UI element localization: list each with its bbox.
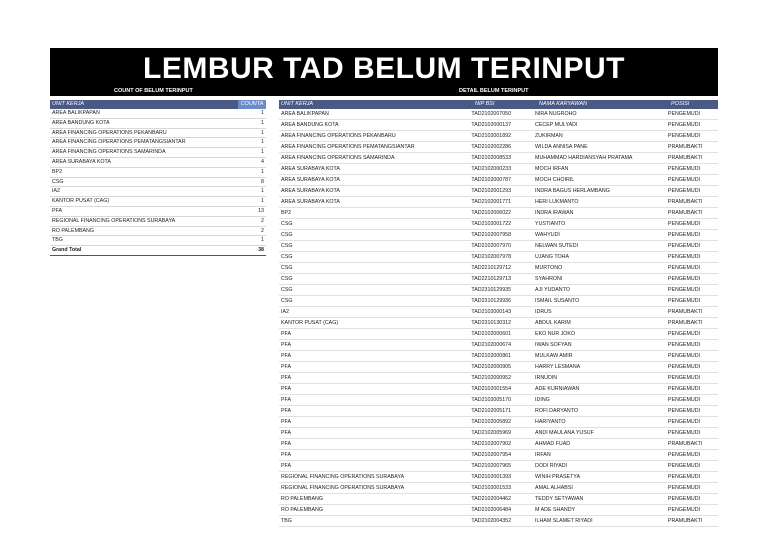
detail-row xyxy=(279,340,718,351)
detail-row xyxy=(279,120,718,131)
detail-name: SYAHRONI xyxy=(533,274,666,285)
detail-nip: TAD2102007965 xyxy=(469,461,533,472)
detail-name: IRFAN xyxy=(533,450,666,461)
detail-name: ANDI MAULANA YUSUF xyxy=(533,428,666,439)
detail-row xyxy=(279,219,718,230)
detail-unit: CSG xyxy=(279,241,469,252)
detail-name: HERI LUKMANTO xyxy=(533,197,666,208)
detail-unit: REGIONAL FINANCING OPERATIONS SURABAYA xyxy=(279,483,469,494)
detail-nip: TAD2102000601 xyxy=(469,329,533,340)
detail-row xyxy=(279,285,718,296)
detail-row xyxy=(279,131,718,142)
detail-name: WAHYUDI xyxy=(533,230,666,241)
detail-name: AJI YUDANTO xyxy=(533,285,666,296)
detail-name: NIRA NUGROHO xyxy=(533,109,666,120)
summary-unit: KANTOR PUSAT (CAG) xyxy=(50,197,238,207)
summary-unit: AREA BALIKPAPAN xyxy=(50,109,238,118)
detail-nip: TAD2102005892 xyxy=(469,417,533,428)
detail-row xyxy=(279,505,718,516)
detail-row xyxy=(279,318,718,329)
title-banner xyxy=(50,48,718,86)
detail-nip: TAD2310129936 xyxy=(469,296,533,307)
detail-nip: TAD2102007902 xyxy=(469,439,533,450)
detail-unit: CSG xyxy=(279,285,469,296)
detail-position: PENGEMUDI xyxy=(666,219,718,230)
detail-row xyxy=(279,197,718,208)
summary-count-header: COUNTA xyxy=(238,100,266,109)
summary-count: 1 xyxy=(238,197,266,207)
detail-position: PENGEMUDI xyxy=(666,296,718,307)
summary-count: 1 xyxy=(238,148,266,158)
detail-name: UJANG TOHA xyxy=(533,252,666,263)
detail-position: PENGEMUDI xyxy=(666,450,718,461)
detail-name: AMAL ALHABSI xyxy=(533,483,666,494)
detail-row xyxy=(279,252,718,263)
detail-name: ZUKIRMAN xyxy=(533,131,666,142)
summary-row xyxy=(50,236,266,246)
summary-row xyxy=(50,128,266,138)
detail-row xyxy=(279,472,718,483)
detail-row xyxy=(279,296,718,307)
detail-nip: TAD2102000233 xyxy=(469,164,533,175)
detail-nip: TAD2210129712 xyxy=(469,263,533,274)
summary-row xyxy=(50,167,266,177)
summary-unit: AREA SURABAYA KOTA xyxy=(50,157,238,167)
summary-unit-header: UNIT KERJA xyxy=(52,101,85,107)
summary-count: 1 xyxy=(238,187,266,197)
detail-unit: PFA xyxy=(279,395,469,406)
detail-position: PRAMUBAKTI xyxy=(666,439,718,450)
detail-nip: TAD2102000674 xyxy=(469,340,533,351)
detail-unit: AREA BALIKPAPAN xyxy=(279,109,469,120)
detail-row xyxy=(279,274,718,285)
detail-row xyxy=(279,406,718,417)
detail-unit: IA2 xyxy=(279,307,469,318)
summary-unit: REGIONAL FINANCING OPERATIONS SURABAYA xyxy=(50,216,238,226)
detail-position: PRAMUBAKTI xyxy=(666,197,718,208)
detail-row xyxy=(279,384,718,395)
detail-row xyxy=(279,428,718,439)
summary-row xyxy=(50,109,266,118)
detail-position: PENGEMUDI xyxy=(666,406,718,417)
summary-unit: RO PALEMBANG xyxy=(50,226,238,236)
summary-unit: AREA BANDUNG KOTA xyxy=(50,118,238,128)
detail-unit: RO PALEMBANG xyxy=(279,494,469,505)
detail-name: MOCH IRFAN xyxy=(533,164,666,175)
detail-name: ISMAIL SUSANTO xyxy=(533,296,666,307)
detail-header xyxy=(279,100,718,109)
detail-position: PENGEMUDI xyxy=(666,340,718,351)
detail-position: PRAMUBAKTI xyxy=(666,142,718,153)
detail-unit: RO PALEMBANG xyxy=(279,505,469,516)
detail-nip: TAD2102007954 xyxy=(469,450,533,461)
detail-position: PENGEMUDI xyxy=(666,494,718,505)
detail-row xyxy=(279,186,718,197)
summary-unit: AREA FINANCING OPERATIONS PEKANBARU xyxy=(50,128,238,138)
detail-name: INDRA IRAWAN xyxy=(533,208,666,219)
detail-unit: PFA xyxy=(279,439,469,450)
detail-unit: PFA xyxy=(279,362,469,373)
grand-total-label: Grand Total xyxy=(50,246,238,256)
detail-nip: TAD2102000787 xyxy=(469,175,533,186)
grand-total-count: 38 xyxy=(238,246,266,256)
detail-unit: CSG xyxy=(279,252,469,263)
detail-name: EKO NUR JOKO xyxy=(533,329,666,340)
detail-nip: TAD2102001892 xyxy=(469,131,533,142)
detail-unit: PFA xyxy=(279,340,469,351)
detail-nip: TAD2310130312 xyxy=(469,318,533,329)
detail-row xyxy=(279,153,718,164)
detail-nip: TAD2102006022 xyxy=(469,208,533,219)
detail-row xyxy=(279,439,718,450)
detail-position: PENGEMUDI xyxy=(666,417,718,428)
detail-position: PENGEMUDI xyxy=(666,274,718,285)
summary-count: 1 xyxy=(238,167,266,177)
detail-unit: AREA FINANCING OPERATIONS PEMATANGSIANTAR xyxy=(279,142,469,153)
summary-table xyxy=(50,109,266,256)
summary-count: 1 xyxy=(238,118,266,128)
detail-position: PENGEMUDI xyxy=(666,505,718,516)
detail-nip-header: NIP BSI xyxy=(475,101,495,107)
summary-row xyxy=(50,187,266,197)
summary-row xyxy=(50,226,266,236)
summary-row xyxy=(50,157,266,167)
summary-count: 1 xyxy=(238,138,266,148)
detail-unit: PFA xyxy=(279,384,469,395)
detail-position: PENGEMUDI xyxy=(666,109,718,120)
detail-nip: TAD2102007050 xyxy=(469,109,533,120)
detail-name: MULKAW AMIR xyxy=(533,351,666,362)
report-sheet xyxy=(50,48,718,524)
detail-position: PRAMUBAKTI xyxy=(666,208,718,219)
detail-position: PENGEMUDI xyxy=(666,461,718,472)
detail-name: IDING xyxy=(533,395,666,406)
detail-row xyxy=(279,351,718,362)
detail-row xyxy=(279,307,718,318)
detail-position: PENGEMUDI xyxy=(666,285,718,296)
summary-unit: AREA FINANCING OPERATIONS PEMATANGSIANTAR xyxy=(50,138,238,148)
detail-name: IWAN SOFYAN xyxy=(533,340,666,351)
detail-position: PENGEMUDI xyxy=(666,373,718,384)
summary-unit: CSG xyxy=(50,177,238,187)
detail-nip: TAD2102007958 xyxy=(469,230,533,241)
detail-nip: TAD2102000137 xyxy=(469,120,533,131)
detail-name: IDRUS xyxy=(533,307,666,318)
detail-row xyxy=(279,494,718,505)
detail-position: PENGEMUDI xyxy=(666,395,718,406)
detail-row xyxy=(279,395,718,406)
detail-nip: TAD2102004352 xyxy=(469,516,533,527)
detail-name: WINIH PRASETYA xyxy=(533,472,666,483)
detail-name: AHMAD FUAD xyxy=(533,439,666,450)
detail-unit: PFA xyxy=(279,428,469,439)
detail-name: ABDUL KARIM xyxy=(533,318,666,329)
detail-unit: BP2 xyxy=(279,208,469,219)
detail-row xyxy=(279,175,718,186)
detail-nip: TAD2210129713 xyxy=(469,274,533,285)
detail-position: PENGEMUDI xyxy=(666,175,718,186)
detail-unit: PFA xyxy=(279,329,469,340)
detail-nip: TAD2102001722 xyxy=(469,219,533,230)
detail-row xyxy=(279,241,718,252)
detail-row xyxy=(279,516,718,527)
detail-unit: CSG xyxy=(279,230,469,241)
summary-count: 4 xyxy=(238,157,266,167)
detail-unit: PFA xyxy=(279,450,469,461)
detail-name: MURTONO xyxy=(533,263,666,274)
detail-position: PENGEMUDI xyxy=(666,186,718,197)
summary-unit: IA2 xyxy=(50,187,238,197)
detail-row xyxy=(279,164,718,175)
detail-position: PRAMUBAKTI xyxy=(666,153,718,164)
detail-name: INDRA BAGUS HERLAMBANG xyxy=(533,186,666,197)
detail-unit: CSG xyxy=(279,219,469,230)
detail-name: MOCH CHOIRIL xyxy=(533,175,666,186)
detail-position: PENGEMUDI xyxy=(666,263,718,274)
detail-position-header: POSISI xyxy=(671,101,690,107)
detail-caption: DETAIL BELUM TERINPUT xyxy=(459,88,529,94)
detail-nip: TAD2310129935 xyxy=(469,285,533,296)
summary-unit: PFA xyxy=(50,206,238,216)
detail-name-header: NAMA KARYAWAN xyxy=(539,101,587,107)
detail-nip: TAD2102005170 xyxy=(469,395,533,406)
detail-nip: TAD2102008533 xyxy=(469,153,533,164)
detail-position: PENGEMUDI xyxy=(666,483,718,494)
detail-unit: AREA BANDUNG KOTA xyxy=(279,120,469,131)
detail-name: M ADE SHANDY xyxy=(533,505,666,516)
summary-count: 1 xyxy=(238,109,266,118)
detail-unit: PFA xyxy=(279,373,469,384)
detail-name: CECEP MULYADI xyxy=(533,120,666,131)
detail-name: ILHAM SLAMET RIYADI xyxy=(533,516,666,527)
detail-row xyxy=(279,373,718,384)
detail-unit: KANTOR PUSAT (CAG) xyxy=(279,318,469,329)
detail-unit: AREA FINANCING OPERATIONS SAMARINDA xyxy=(279,153,469,164)
detail-nip: TAD2102001393 xyxy=(469,472,533,483)
detail-row xyxy=(279,109,718,120)
detail-row xyxy=(279,461,718,472)
detail-unit: AREA SURABAYA KOTA xyxy=(279,164,469,175)
detail-position: PENGEMUDI xyxy=(666,329,718,340)
detail-position: PENGEMUDI xyxy=(666,131,718,142)
detail-unit: CSG xyxy=(279,263,469,274)
summary-total-row xyxy=(50,246,266,256)
detail-unit: CSG xyxy=(279,296,469,307)
detail-position: PRAMUBAKTI xyxy=(666,318,718,329)
detail-position: PENGEMUDI xyxy=(666,362,718,373)
detail-position: PENGEMUDI xyxy=(666,428,718,439)
detail-position: PENGEMUDI xyxy=(666,230,718,241)
detail-position: PRAMUBAKTI xyxy=(666,516,718,527)
detail-unit: AREA FINANCING OPERATIONS PEKANBARU xyxy=(279,131,469,142)
detail-table xyxy=(279,109,718,527)
detail-nip: TAD2102001554 xyxy=(469,384,533,395)
summary-row xyxy=(50,197,266,207)
detail-row xyxy=(279,142,718,153)
detail-nip: TAD2102005969 xyxy=(469,428,533,439)
detail-nip: TAD2102007978 xyxy=(469,252,533,263)
detail-name: ADE KURNIAWAN xyxy=(533,384,666,395)
detail-unit: CSG xyxy=(279,274,469,285)
detail-unit: PFA xyxy=(279,351,469,362)
summary-row xyxy=(50,177,266,187)
detail-name: YUSTIANTO xyxy=(533,219,666,230)
detail-row xyxy=(279,362,718,373)
detail-unit: PFA xyxy=(279,417,469,428)
detail-unit: TBG xyxy=(279,516,469,527)
summary-caption: COUNT OF BELUM TERINPUT xyxy=(114,88,193,94)
detail-position: PENGEMUDI xyxy=(666,384,718,395)
summary-unit: AREA FINANCING OPERATIONS SAMARINDA xyxy=(50,148,238,158)
detail-name: NELWAN SUTEDI xyxy=(533,241,666,252)
detail-nip: TAD2102001293 xyxy=(469,186,533,197)
detail-nip: TAD2102002286 xyxy=(469,142,533,153)
caption-bar xyxy=(50,86,718,96)
summary-unit: BP2 xyxy=(50,167,238,177)
summary-unit: TBG xyxy=(50,236,238,246)
summary-row xyxy=(50,148,266,158)
detail-nip: TAD2102000861 xyxy=(469,351,533,362)
detail-unit: REGIONAL FINANCING OPERATIONS SURABAYA xyxy=(279,472,469,483)
summary-count: 2 xyxy=(238,216,266,226)
detail-nip: TAD2102000143 xyxy=(469,307,533,318)
detail-nip: TAD2102000952 xyxy=(469,373,533,384)
detail-unit-header: UNIT KERJA xyxy=(281,101,314,107)
summary-row xyxy=(50,216,266,226)
detail-name: HARRY LESMANA xyxy=(533,362,666,373)
detail-position: PENGEMUDI xyxy=(666,472,718,483)
summary-row xyxy=(50,118,266,128)
detail-row xyxy=(279,450,718,461)
detail-name: IRNUDIN xyxy=(533,373,666,384)
detail-nip: TAD2102007970 xyxy=(469,241,533,252)
detail-row xyxy=(279,230,718,241)
detail-name: WILDA ANNISA PANE xyxy=(533,142,666,153)
detail-row xyxy=(279,263,718,274)
detail-position: PENGEMUDI xyxy=(666,164,718,175)
detail-name: MUHAMMAD HARDIANSYAH PRATAMA xyxy=(533,153,666,164)
detail-position: PENGEMUDI xyxy=(666,351,718,362)
detail-name: HARIYANTO xyxy=(533,417,666,428)
detail-name: TEDDY SETYAWAN xyxy=(533,494,666,505)
detail-nip: TAD2102004462 xyxy=(469,494,533,505)
detail-position: PENGEMUDI xyxy=(666,120,718,131)
summary-count: 1 xyxy=(238,128,266,138)
detail-unit: AREA SURABAYA KOTA xyxy=(279,197,469,208)
detail-row xyxy=(279,329,718,340)
detail-nip: TAD2102001533 xyxy=(469,483,533,494)
summary-count: 1 xyxy=(238,236,266,246)
summary-header xyxy=(50,100,266,109)
detail-name: DODI RIYADI xyxy=(533,461,666,472)
summary-row xyxy=(50,206,266,216)
page-title: LEMBUR TAD BELUM TERINPUT xyxy=(143,52,625,85)
detail-row xyxy=(279,483,718,494)
detail-row xyxy=(279,417,718,428)
detail-unit: PFA xyxy=(279,406,469,417)
detail-position: PENGEMUDI xyxy=(666,241,718,252)
detail-nip: TAD2102001771 xyxy=(469,197,533,208)
detail-unit: PFA xyxy=(279,461,469,472)
detail-unit: AREA SURABAYA KOTA xyxy=(279,175,469,186)
detail-position: PRAMUBAKTI xyxy=(666,307,718,318)
summary-count: 8 xyxy=(238,177,266,187)
detail-nip: TAD2102000905 xyxy=(469,362,533,373)
summary-row xyxy=(50,138,266,148)
summary-count: 2 xyxy=(238,226,266,236)
detail-position: PENGEMUDI xyxy=(666,252,718,263)
detail-name: ROFI DARYANTO xyxy=(533,406,666,417)
detail-nip: TAD2102006484 xyxy=(469,505,533,516)
detail-row xyxy=(279,208,718,219)
detail-unit: AREA SURABAYA KOTA xyxy=(279,186,469,197)
detail-nip: TAD2102005171 xyxy=(469,406,533,417)
summary-count: 13 xyxy=(238,206,266,216)
